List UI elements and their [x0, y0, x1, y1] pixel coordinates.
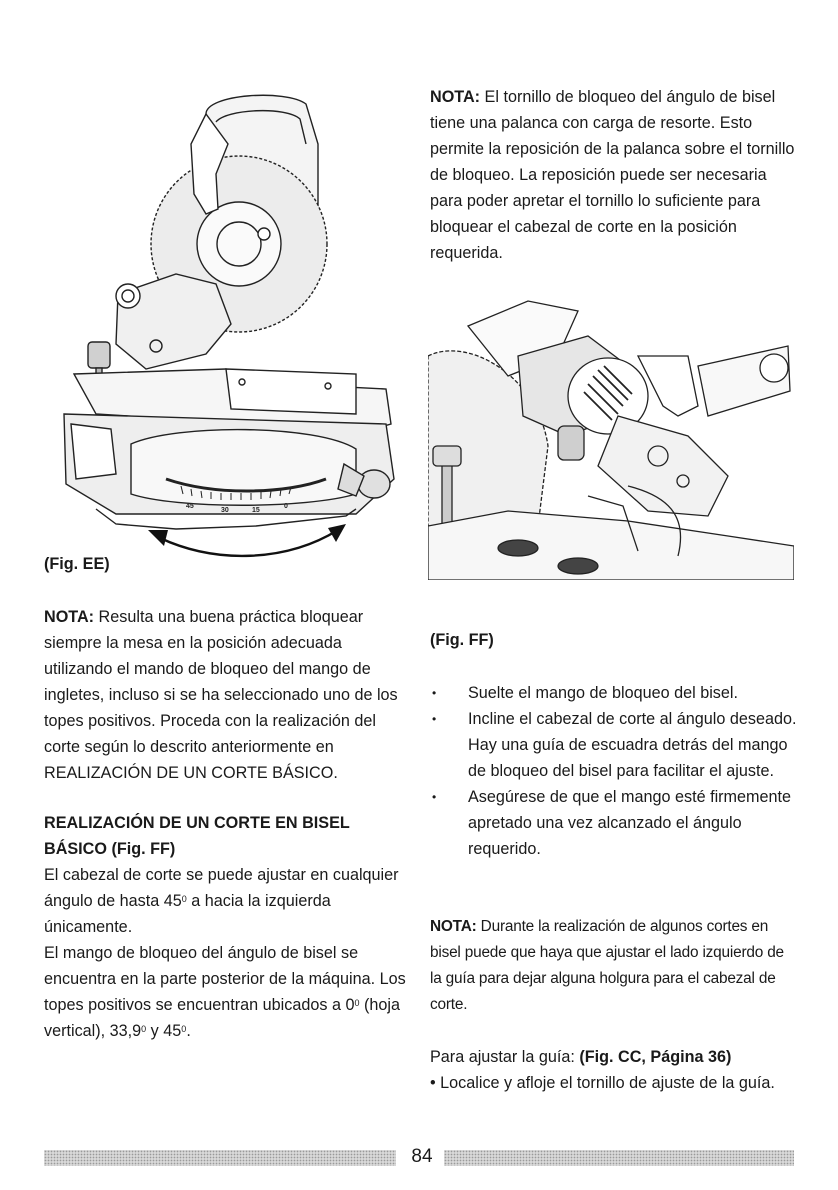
footer-bar-right: [444, 1150, 794, 1166]
list-item: • Incline el cabezal de corte al ángulo deseado. Hay una guía de escuadra detrás del mango de bloqueo del bisel para facilitar el ajuste.: [430, 706, 800, 784]
scale-mark-15: 15: [252, 507, 260, 514]
section-heading: REALIZACIÓN DE UN CORTE EN BISEL BÁSICO (Fig. FF): [44, 814, 350, 858]
nota-text: Durante la realización de algunos cortes en bisel puede que haya que ajustar el lado izquierdo de la guía para dejar alguna holgura para el cabezal de corte.: [430, 918, 784, 1013]
fence-intro: Para ajustar la guía:: [430, 1048, 580, 1066]
list-item: • Suelte el mango de bloqueo del bisel.: [430, 680, 800, 706]
bevel-range-paragraph: El cabezal de corte se puede ajustar en cualquier ángulo de hasta $45^0$ a hacia la izquierda únicamente.: [44, 866, 399, 936]
scale-mark-0: 0: [284, 503, 288, 510]
left-text-block: [44, 604, 406, 1044]
scale-mark-30: 30: [221, 507, 229, 514]
list-item: • Asegúrese de que el mango esté firmemente apretado una vez alcanzado el ángulo requerido.: [430, 784, 800, 862]
fig-ff-caption: (Fig. FF): [430, 631, 494, 649]
nota-label: NOTA:: [430, 88, 481, 106]
fig-ee-caption: (Fig. EE): [44, 555, 110, 573]
figure-ff-bevel-lock: [428, 296, 794, 580]
bevel-lock-paragraph: El mango de bloqueo del ángulo de bisel se encuentra en la parte posterior de la máquina. Los topes positivos se encuentran ubicados a $0^0$ (hoja vertical), 33,9$^0$ y $45^0$.: [44, 944, 406, 1040]
footer-bar-left: [44, 1150, 396, 1166]
steps-list: [430, 680, 800, 862]
right-nota2-block: [430, 914, 790, 1018]
bevel-lock-drawing: [428, 296, 794, 580]
left-nota-paragraph: [44, 604, 406, 786]
figure-ee-miter-saw: [56, 84, 406, 564]
figure-reference: (Fig. CC, Página 36): [579, 1048, 732, 1066]
page-number: 84: [411, 1146, 433, 1167]
nota-label: NOTA:: [44, 608, 95, 626]
page-footer: [44, 1144, 794, 1170]
miter-saw-drawing: [56, 84, 406, 564]
nota-label: NOTA:: [430, 918, 477, 935]
nota-text: El tornillo de bloqueo del ángulo de bisel tiene una palanca con carga de resorte. Esto permite la reposición de la palanca sobre el tornillo de bloqueo. La reposición puede ser necesaria para poder apretar el tornillo lo suficiente para bloquear el cabezal de corte en la posición requerida.: [430, 88, 795, 262]
fence-adjust-block: [430, 1044, 800, 1096]
right-nota-block: [430, 84, 800, 266]
nota-text: Resulta una buena práctica bloquear siempre la mesa en la posición adecuada utilizando el mando de bloqueo del mango de ingletes, incluso si se ha seleccionado uno de los topes positivos. Proceda con la realización del corte según lo descrito anteriormente en REALIZACIÓN DE UN CORTE BÁSICO.: [44, 608, 398, 782]
scale-mark-45: 45: [186, 503, 194, 510]
fence-bullet: • Localice y afloje el tornillo de ajuste de la guía.: [430, 1074, 775, 1092]
